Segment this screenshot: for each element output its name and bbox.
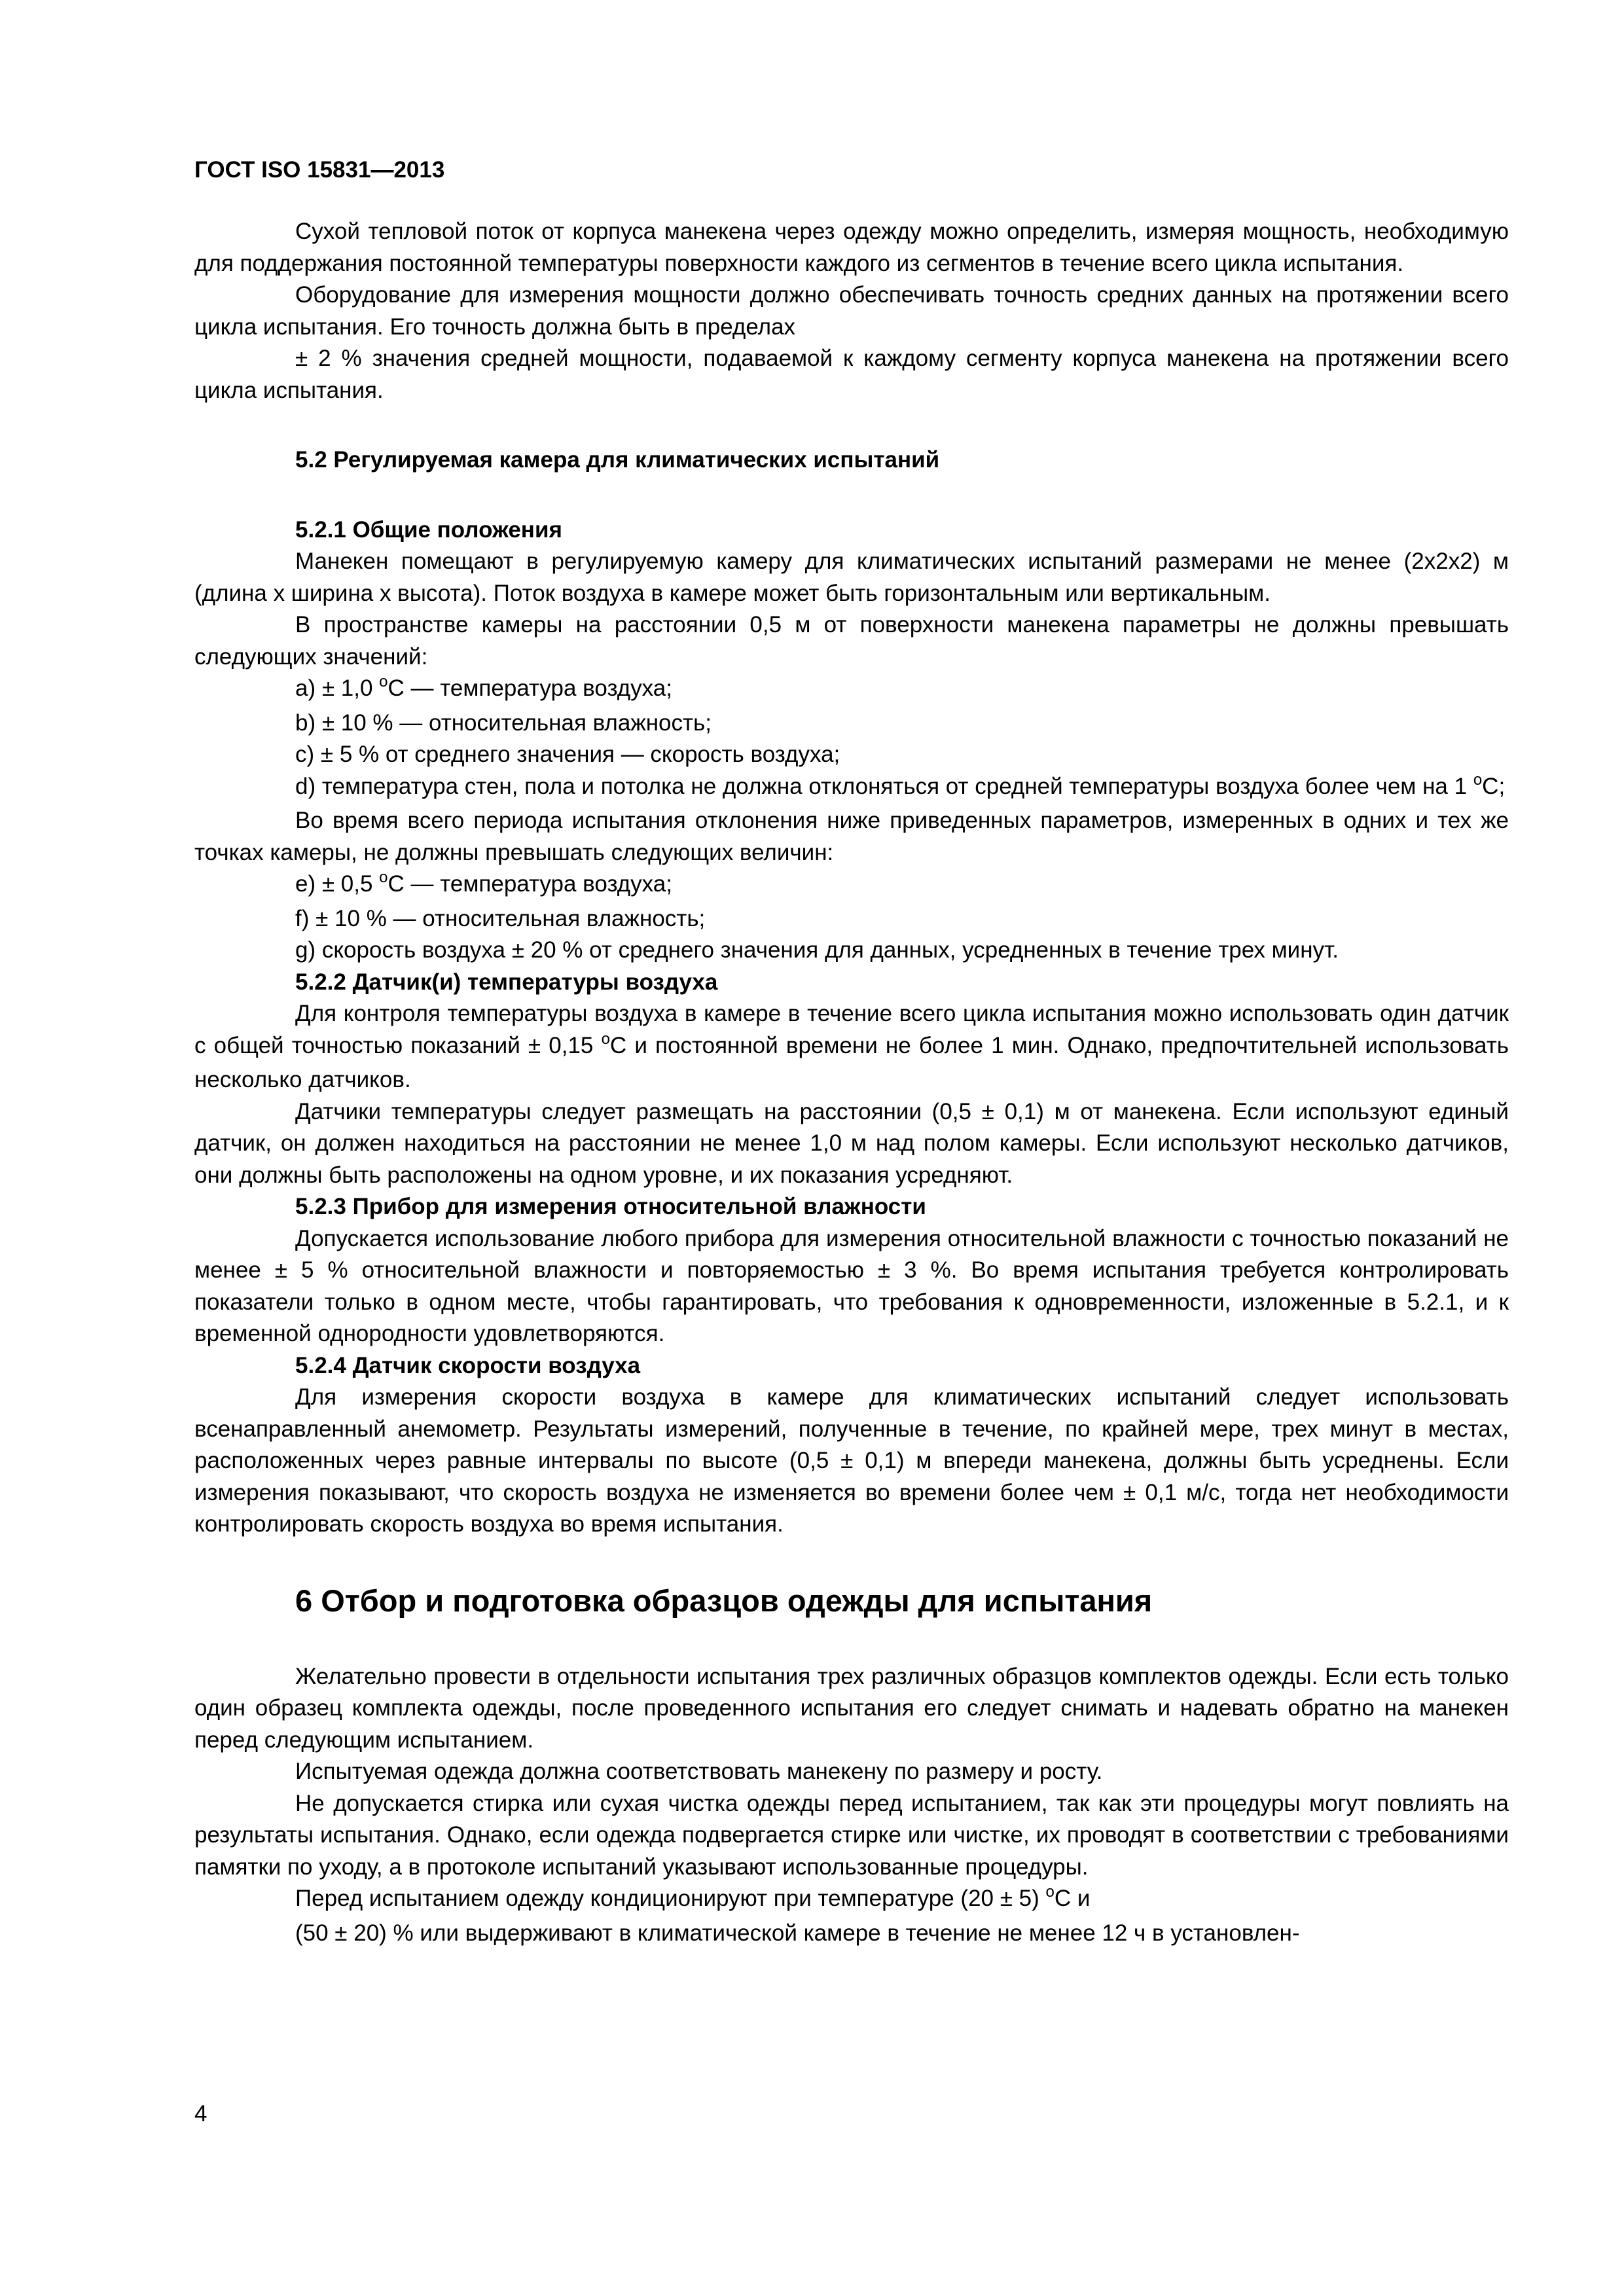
paragraph [194,216,1509,279]
text-run: 5.2.1 Общие положения [295,516,562,543]
degree-superscript: o [379,869,388,886]
text-run: Не допускается стирка или сухая чистка одежды перед испытанием, так как эти процедуры могут повлиять на результаты испытания. Однако, если одежда подвергается стирке или чистке, их проводят в соответствии с требованиями памятки по уходу, а в протоколе испытаний указывают использованные процедуры. [194,1790,1509,1880]
paragraph [194,1788,1509,1884]
text-run: (50 ± 20) % или выдерживают в климатической камере в течение не менее 12 ч в установлен- [295,1920,1300,1946]
paragraph [194,546,1509,609]
text-run: ± 2 % значения средней мощности, подаваемой к каждому сегменту корпуса манекена на протяжении всего цикла испытания. [194,346,1509,403]
paragraph [194,903,1509,935]
text-run: Перед испытанием одежду кондиционируют при температуре (20 ± 5) [295,1886,1046,1911]
paragraph [194,805,1509,869]
text-run: 6 Отбор и подготовка образцов одежды для испытания [295,1583,1153,1618]
clause-heading [194,967,1509,999]
paragraph [194,771,1509,806]
text-run: С; [1482,773,1506,799]
degree-superscript: o [601,1030,610,1048]
paragraph [194,1883,1509,1918]
paragraph [194,708,1509,740]
text-run: Сухой тепловой поток от корпуса манекена через одежду можно определить, измеряя мощность, необходимую для поддержания постоянной температуры поверхности каждого из сегментов в течение всего цикла испытания. [194,219,1509,276]
text-run: 5.2.3 Прибор для измерения относительной влажности [295,1194,926,1219]
paragraph [194,869,1509,903]
text-run: Датчики температуры следует размещать на расстоянии (0,5 ± 0,1) м от манекена. Если используют единый датчик, он должен находиться на расстоянии не менее 1,0 м над полом камеры. Если используют несколько датчиков, они должны быть расположены на одном уровне, и их показания усредняют. [194,1098,1509,1188]
degree-superscript: o [1473,770,1483,789]
text-run: Манекен помещают в регулируемую камеру для климатических испытаний размерами не менее (2x2x2) м (длина x ширина x высота). Поток воздуха в камере может быть горизонтальным или вертикальным. [194,548,1509,606]
text-run: b) ± 10 % — относительная влажность; [295,709,712,736]
text-run: g) скорость воздуха ± 20 % от среднего значения для данных, усредненных в течение трех минут. [295,937,1339,963]
text-run: С — температура воздуха; [388,871,672,897]
text-run: С и постоянной времени не более 1 мин. Однако, предпочтительней использовать несколько датчиков. [194,1032,1509,1092]
text-run: 5.2.2 Датчик(и) температуры воздуха [295,969,718,995]
paragraph [194,343,1509,406]
text-run: Желательно провести в отдельности испытания трех различных образцов комплектов одежды. Если есть только один образец комплекта одежды, после проведенного испытания его следует снимать и надевать обратно на манекен перед следующим испытанием. [194,1663,1509,1753]
spacer [194,1541,1509,1581]
text-run: a) ± 1,0 [295,675,380,701]
paragraph [194,1382,1509,1541]
text-run: f) ± 10 % — относительная влажность; [295,905,706,931]
text-run: 5.2.4 Датчик скорости воздуха [295,1352,641,1378]
paragraph [194,673,1509,708]
text-run: c) ± 5 % от среднего значения — скорость воздуха; [295,742,840,767]
clause-heading [194,1350,1509,1382]
text-run: Испытуемая одежда должна соответствовать манекену по размеру и росту. [295,1759,1103,1784]
paragraph [194,1918,1509,1950]
paragraph [194,1096,1509,1192]
paragraph [194,739,1509,771]
page-number: 4 [194,2101,208,2126]
text-run: Для контроля температуры воздуха в камере в течение всего цикла испытания можно использовать один датчик с общей точностью показаний ± 0,15 [194,1001,1509,1058]
document-header: ГОСТ ISO 15831—2013 [194,157,445,183]
text-run: С и [1054,1886,1091,1911]
subsection-heading [194,444,1509,476]
spacer [194,406,1509,444]
paragraph [194,1223,1509,1350]
clause-heading [194,1191,1509,1223]
text-run: В пространстве камеры на расстоянии 0,5 м от поверхности манекена параметры не должны превышать следующих значений: [194,612,1509,670]
paragraph [194,935,1509,967]
text-run: d) температура стен, пола и потолка не должна отклоняться от средней температуры воздуха более чем на 1 [295,773,1473,799]
spacer [194,476,1509,514]
section-heading [194,1581,1509,1621]
paragraph [194,1661,1509,1757]
paragraph [194,609,1509,673]
text-run: С — температура воздуха; [388,675,672,701]
paragraph [194,1756,1509,1788]
text-run: Оборудование для измерения мощности должно обеспечивать точность средних данных на протяжении всего цикла испытания. Его точность должна быть в пределах [194,282,1509,340]
spacer [194,1621,1509,1661]
degree-superscript: o [1045,1883,1055,1901]
paragraph [194,279,1509,343]
degree-superscript: o [379,673,388,691]
text-run: Для измерения скорости воздуха в камере для климатических испытаний следует использовать всенаправленный анемометр. Результаты измерений, полученные в течение, по крайней мере, трех минут в местах, расположенных через равные интервалы по высоте (0,5 ± 0,1) м впереди манекена, должны быть усреднены. Если измерения показывают, что скорость воздуха не изменяется во времени более чем ± 0,1 м/с, тогда нет необходимости контролировать скорость воздуха во время испытания. [194,1384,1509,1537]
document-body [194,216,1509,1949]
clause-heading [194,514,1509,547]
text-run: Во время всего периода испытания отклонения ниже приведенных параметров, измеренных в одних и тех же точках камеры, не должны превышать следующих величин: [194,808,1509,865]
text-run: Допускается использование любого прибора для измерения относительной влажности с точностью показаний не менее ± 5 % относительной влажности и повторяемостью ± 3 %. Во время испытания требуется контролировать показатели только в одном месте, чтобы гарантировать, что требования к одновременности, изложенные в 5.2.1, и к временной однородности удовлетворяются. [194,1225,1509,1346]
text-run: e) ± 0,5 [295,871,380,897]
text-run: 5.2 Регулируемая камера для климатических испытаний [295,447,940,473]
paragraph [194,998,1509,1096]
